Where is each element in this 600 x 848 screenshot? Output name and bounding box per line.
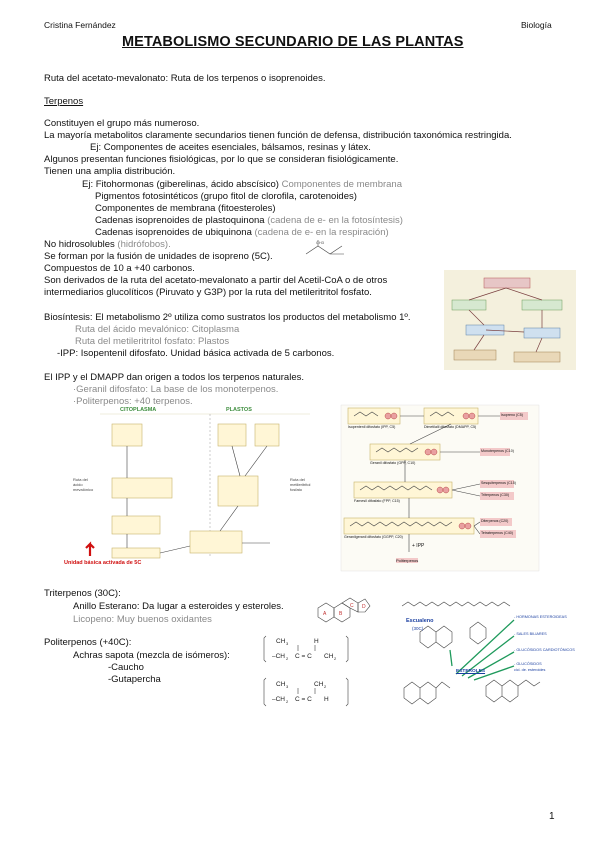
page-title: METABOLISMO SECUNDARIO DE LAS PLANTAS	[122, 34, 464, 50]
politerpenos-item: Achras sapota (mezcla de isómeros):	[73, 650, 230, 661]
svg-text:C: C	[350, 603, 354, 609]
chain-label-isopreno: Isopreno (C5)	[501, 413, 523, 417]
triterpenos-item: Anillo Esterano: Da lugar a esteroides y esteroles.	[73, 601, 284, 612]
text-line: Ej: Componentes de aceites esenciales, bálsamos, resinas y látex.	[90, 142, 371, 153]
triterpenos-heading: Triterpenos (30C):	[44, 588, 121, 599]
label-unidad-basica: Unidad básica activada de 5C	[64, 560, 142, 566]
text-line: Cadenas isoprenoides de ubiquinona (cadena de e- en la respiración)	[95, 227, 389, 238]
svg-text:H: H	[314, 638, 319, 645]
chain-label-tri: Triterpenos (C30)	[481, 493, 510, 497]
squalene-figure	[390, 596, 580, 718]
svg-text:B: B	[339, 611, 343, 617]
header-subject: Biología	[521, 20, 552, 30]
svg-text:2: 2	[324, 684, 327, 689]
ipp-sub: ·Geranil difosfato: La base de los monoterpenos.	[73, 384, 279, 395]
svg-text:Ruta del: Ruta del	[290, 477, 305, 482]
text-line: La mayoría metabolitos claramente secundarios tienen función de defensa, distribución taxonómica restringida.	[44, 130, 512, 141]
polyisoprene-structures-icon	[262, 634, 352, 716]
svg-text:2: 2	[286, 656, 289, 661]
svg-text:mevalónico: mevalónico	[73, 487, 94, 492]
pathway-figure	[60, 406, 330, 571]
chain-label-di: Diterpenos (C20)	[481, 519, 509, 523]
chain-label-tetra: Tetraterpenos (C40)	[481, 531, 513, 535]
svg-text:A: A	[323, 611, 327, 617]
svg-text:ácido: ácido	[73, 482, 83, 487]
chain-label-mono: Monoterpenos (C10)	[481, 449, 514, 453]
text-line: Son derivados de la ruta del acetato-mevalonato a partir del Acetil-CoA o de otros	[44, 275, 388, 286]
svg-text:CH: CH	[314, 681, 324, 688]
svg-text:3: 3	[286, 641, 289, 646]
chain-label-fpp: Farnesil difosfato (FPP, C15)	[354, 499, 400, 503]
text-line: Componentes de membrana (fitoesteroles)	[95, 203, 276, 214]
label-note: - SALES BILIARES	[514, 632, 547, 636]
svg-text:C = C: C = C	[295, 696, 312, 703]
label-note: - HORMONAS ESTEROIDEAS	[514, 615, 567, 619]
politerpenos-item: -Gutapercha	[108, 674, 161, 685]
svg-text:2: 2	[286, 699, 289, 704]
biosintesis-route: Ruta del ácido mevalónico: Citoplasma	[75, 324, 240, 335]
svg-text:metileritritol: metileritritol	[290, 482, 311, 487]
chain-label-sesqui: Sesquiterpenos (C15)	[481, 481, 516, 485]
metabolism-overview-figure	[444, 270, 576, 370]
text-line: Algunos presentan funciones fisiológicas, por lo que se consideran fisiológicamente.	[44, 154, 399, 165]
chain-label-ggpp: Geranilgeranil difosfato (GGPP, C20)	[344, 535, 403, 539]
text-line: Pigmentos fotosintéticos (grupo fitol de clorofila, carotenoides)	[95, 191, 357, 202]
page-number: 1	[549, 811, 555, 822]
label-note: - GLUCÓSIDOS	[514, 662, 542, 666]
steroid-ring-icon	[310, 588, 372, 624]
label-plastos: PLASTOS	[226, 407, 252, 413]
chain-label-gpp: Geranil difosfato (GPP, C10)	[370, 461, 416, 465]
label-escualeno-c: (30C)	[412, 626, 424, 631]
svg-text:CH3: CH3	[316, 240, 325, 245]
svg-text:CH: CH	[324, 653, 334, 660]
svg-text:C = C: C = C	[295, 653, 312, 660]
biosintesis-main: Biosíntesis: El metabolismo 2º utiliza como sustratos los productos del metabolismo 1º.	[44, 312, 411, 323]
ipp-sub: ·Politerpenos: +40 terpenos.	[73, 396, 193, 407]
biosintesis-ipp: -IPP: Isopentenil difosfato. Unidad básica activada de 5 carbonos.	[57, 348, 335, 359]
text-line: Se forman por la fusión de unidades de isopreno (5C).	[44, 251, 273, 262]
svg-text:D: D	[362, 604, 366, 610]
politerpenos-item: -Caucho	[108, 662, 144, 673]
svg-text:–CH: –CH	[272, 696, 286, 703]
text-line: intermediarios glucolíticos (Piruvato y G3P) por la ruta del metileritritol fosfato.	[44, 287, 372, 298]
isoprene-structure-icon	[300, 238, 358, 260]
svg-text:H: H	[324, 696, 329, 703]
ipp-main: El IPP y el DMAPP dan origen a todos los terpenos naturales.	[44, 372, 304, 383]
text-line: Constituyen el grupo más numeroso.	[44, 118, 200, 129]
text-line: Ej: Fitohormonas (giberelinas, ácido abscísico) Componentes de membrana	[82, 179, 402, 190]
svg-text:CH: CH	[276, 681, 286, 688]
header-author: Cristina Fernández	[44, 20, 116, 30]
svg-text:3: 3	[286, 684, 289, 689]
isoprenoid-chain-figure	[340, 404, 540, 572]
triterpenos-item: Licopeno: Muy buenos oxidantes	[73, 614, 212, 625]
politerpenos-heading: Politerpenos (+40C):	[44, 637, 132, 648]
chain-label-plus-ipp: + IPP	[412, 543, 425, 549]
text-line: No hidrosolubles (hidrófobos).	[44, 239, 171, 250]
chain-label-ipp: Isopentenil difosfato (IPP, C5)	[348, 425, 396, 429]
route-line: Ruta del acetato-mevalonato: Ruta de los terpenos o isoprenoides.	[44, 73, 326, 84]
chain-label-dmapp: Dimetilalil difosfato (DMAPP, C5)	[424, 425, 477, 429]
label-esteroles: ESTEROLES	[456, 669, 486, 674]
svg-text:2: 2	[334, 656, 337, 661]
label-note: cicl. de. esteroides	[514, 668, 546, 672]
section-terpenos: Terpenos	[44, 96, 84, 107]
label-citoplasma: CITOPLASMA	[120, 407, 157, 413]
text-line: Compuestos de 10 a +40 carbonos.	[44, 263, 195, 274]
svg-text:–CH: –CH	[272, 653, 286, 660]
chain-label-poli: Politerpenos	[396, 558, 419, 563]
text-line: Cadenas isoprenoides de plastoquinona (cadena de e- en la fotosíntesis)	[95, 215, 403, 226]
label-escualeno: Escualeno	[406, 618, 434, 624]
svg-text:fosfato: fosfato	[290, 487, 303, 492]
biosintesis-route: Ruta del metileritritol fosfato: Plastos	[75, 336, 230, 347]
text-line: Tienen una amplia distribución.	[44, 166, 176, 177]
svg-text:Ruta del: Ruta del	[73, 477, 88, 482]
svg-text:CH: CH	[276, 638, 286, 645]
label-note: - GLUCÓSIDOS CARDIOTÓNICOS	[514, 648, 575, 652]
